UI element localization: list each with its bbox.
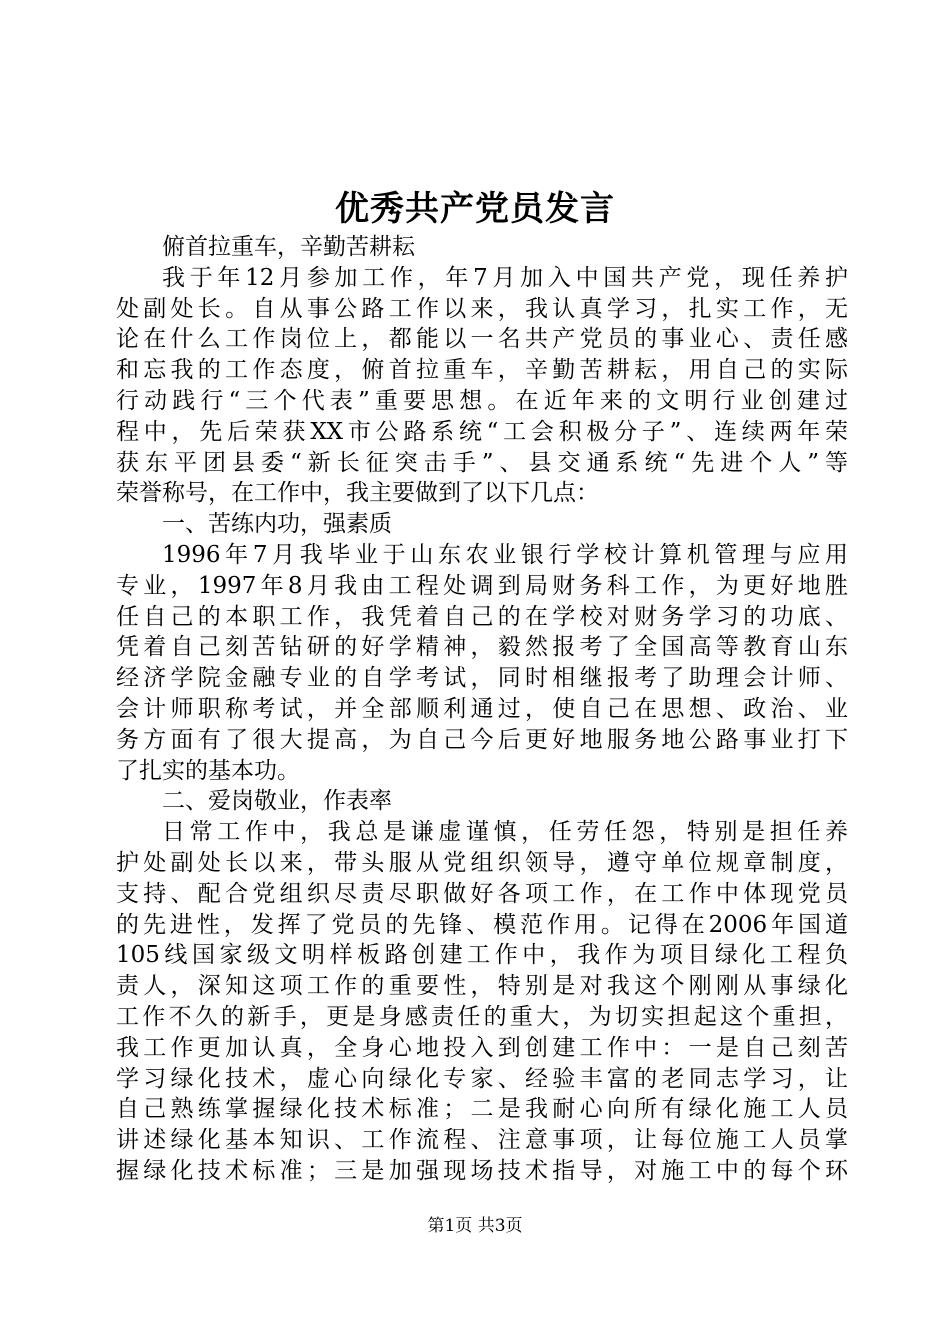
body-line: 俯首拉重车，辛勤苦耕耘 <box>162 234 415 260</box>
body-line: 和忘我的工作态度，俯首拉重车，辛勤苦耕耘，用自己的实际 <box>116 357 848 384</box>
body-line: 我于年12月参加工作，年7月加入中国共产党，现任养护 <box>162 264 848 291</box>
body-line: 处副处长。自从事公路工作以来，我认真学习，扎实工作，无 <box>116 295 848 322</box>
body-line: 责人，深知这项工作的重要性，特别是对我这个刚刚从事绿化 <box>116 973 848 1000</box>
body-line: 获东平团县委“新长征突击手”、县交通系统“先进个人”等 <box>116 449 848 476</box>
body-line: 自己熟练掌握绿化技术标准；二是我耐心向所有绿化施工人员 <box>116 1096 848 1123</box>
body-line: 任自己的本职工作，我凭着自己的在学校对财务学习的功底、 <box>116 603 848 630</box>
body-line: 二、爱岗敬业，作表率 <box>162 788 392 815</box>
body-line: 会计师职称考试，并全部顺利通过，使自己在思想、政治、业 <box>116 695 848 722</box>
body-line: 专业，1997年8月我由工程处调到局财务科工作，为更好地胜 <box>116 572 848 599</box>
document-body <box>116 232 848 1187</box>
page-footer: 第1页 共3页 <box>427 1216 523 1236</box>
body-line: 105线国家级文明样板路创建工作中，我作为项目绿化工程负 <box>116 942 848 969</box>
body-line: 讲述绿化基本知识、工作流程、注意事项，让每位施工人员掌 <box>116 1127 848 1154</box>
body-line: 程中，先后荣获XX市公路系统“工会积极分子”、连续两年荣 <box>116 418 848 445</box>
body-line: 经济学院金融专业的自学考试，同时相继报考了助理会计师、 <box>116 665 848 692</box>
body-line: 工作不久的新手，更是身感责任的重大，为切实担起这个重担， <box>116 1003 848 1030</box>
body-line: 行动践行“三个代表”重要思想。在近年来的文明行业创建过 <box>116 387 848 414</box>
body-line: 凭着自己刻苦钻研的好学精神，毅然报考了全国高等教育山东 <box>116 634 848 661</box>
body-line: 荣誉称号，在工作中，我主要做到了以下几点： <box>116 480 599 507</box>
body-line: 论在什么工作岗位上，都能以一名共产党员的事业心、责任感 <box>116 326 848 353</box>
body-line: 的先进性，发挥了党员的先锋、模范作用。记得在2006年国道 <box>116 911 848 938</box>
document-title: 优秀共产党员发言 <box>335 189 615 229</box>
body-line: 1996年7月我毕业于山东农业银行学校计算机管理与应用 <box>162 541 848 568</box>
body-line: 我工作更加认真，全身心地投入到创建工作中：一是自己刻苦 <box>116 1034 848 1061</box>
body-line: 支持、配合党组织尽责尽职做好各项工作，在工作中体现党员 <box>116 880 848 907</box>
body-line: 日常工作中，我总是谦虚谨慎，任劳任怨，特别是担任养 <box>162 819 848 846</box>
body-line: 了扎实的基本功。 <box>116 757 300 784</box>
body-line: 学习绿化技术，虚心向绿化专家、经验丰富的老同志学习，让 <box>116 1065 848 1092</box>
body-line: 护处副处长以来，带头服从党组织领导，遵守单位规章制度， <box>116 849 848 876</box>
body-line: 一、苦练内功，强素质 <box>162 511 392 538</box>
body-line: 握绿化技术标准；三是加强现场技术指导，对施工中的每个环 <box>116 1157 848 1184</box>
body-line: 务方面有了很大提高，为自己今后更好地服务地公路事业打下 <box>116 726 848 753</box>
